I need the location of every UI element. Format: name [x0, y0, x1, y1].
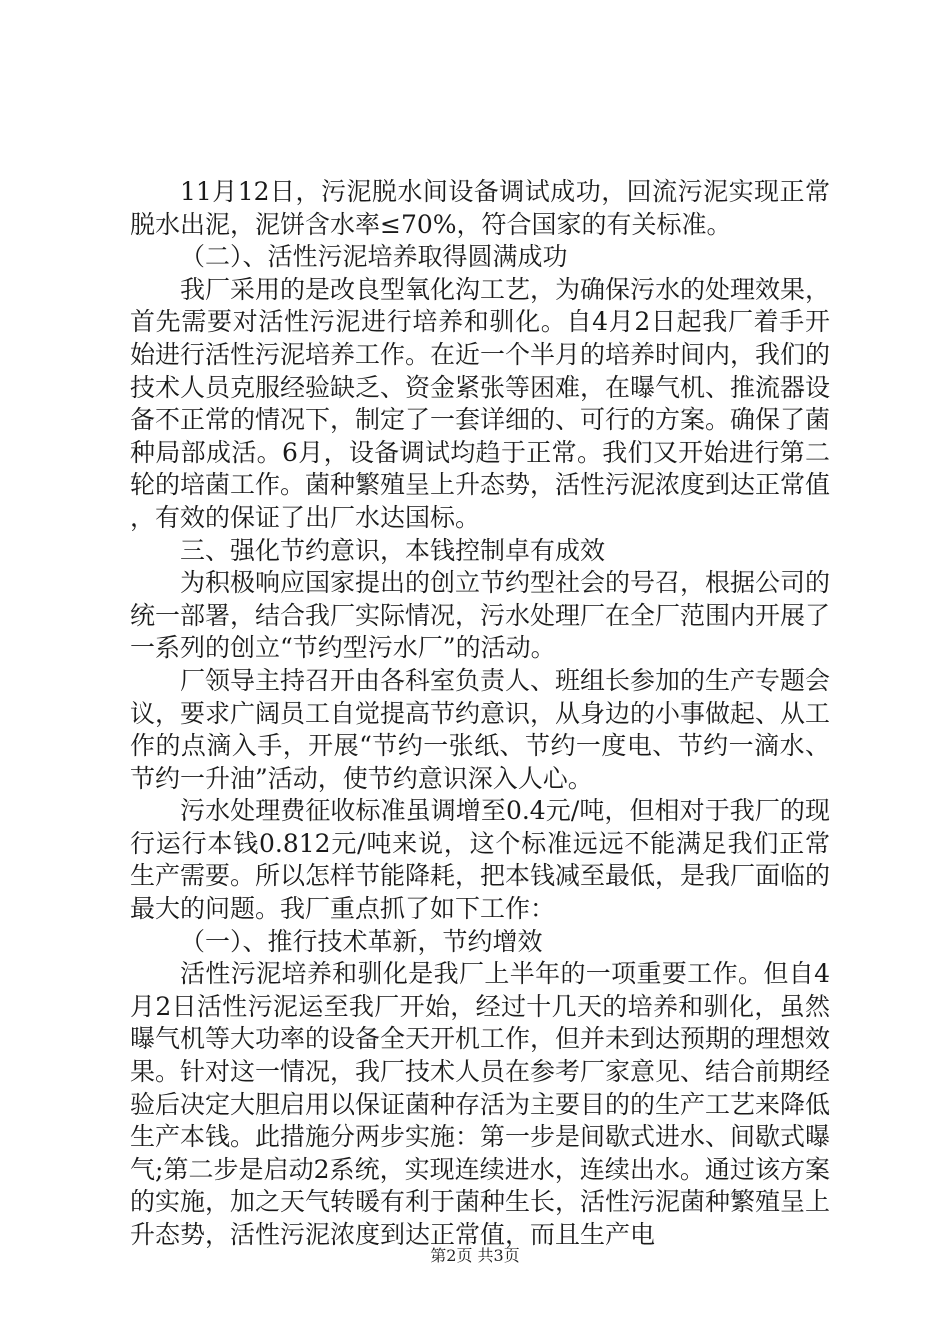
heading-technical-innovation: （一）、推行技术革新，节约增效	[180, 926, 543, 956]
heading-activated-sludge-success: （二）、活性污泥培养取得圆满成功	[180, 242, 568, 272]
document-body	[130, 176, 830, 1252]
page-number-footer: 第2页 共3页	[430, 1246, 520, 1265]
paragraph-treatment-fee: 污水处理费征收标准虽调增至0.4元/吨，但相对于我厂的现行运行本钱0.812元/吨来说，这个标准远远不能满足我们正常生产需要。所以怎样节能降耗，把本钱减至最低，是我厂面临的最大的问题。我厂重点抓了如下工作：	[130, 796, 831, 924]
paragraph-process-improvement: 活性污泥培养和驯化是我厂上半年的一项重要工作。但自4月2日活性污泥运至我厂开始，经过十几天的培养和驯化，虽然曝气机等大功率的设备全天开机工作，但并未到达预期的理想效果。针对这一情况，我厂技术人员在参考厂家意见、结合前期经验后决定大胆启用以保证菌种存活为主要目的的生产工艺来降低生产本钱。此措施分两步实施：第一步是间歇式进水、间歇式曝气;第二步是启动2系统，实现连续进水，连续出水。通过该方案的实施，加之天气转暖有利于菌种生长，活性污泥菌种繁殖呈上升态势，活性污泥浓度到达正常值，而且生产电	[130, 959, 831, 1249]
paragraph-sludge-dewatering: 11月12日，污泥脱水间设备调试成功，回流污泥实现正常脱水出泥，泥饼含水率≤70%，符合国家的有关标准。	[130, 177, 830, 239]
paragraph-sludge-cultivation: 我厂采用的是改良型氧化沟工艺，为确保污水的处理效果，首先需要对活性污泥进行培养和驯化。自4月2日起我厂着手开始进行活性污泥培养工作。在近一个半月的培养时间内，我们的技术人员克服经验缺乏、资金紧张等困难，在曝气机、推流器设备不正常的情况下，制定了一套详细的、可行的方案。确保了菌种局部成活。6月，设备调试均趋于正常。我们又开始进行第二轮的培菌工作。菌种繁殖呈上升态势，活性污泥浓度到达正常值，有效的保证了出厂水达国标。	[130, 274, 831, 532]
paragraph-production-meeting: 厂领导主持召开由各科室负责人、班组长参加的生产专题会议，要求广阔员工自觉提高节约意识，从身边的小事做起、从工作的点滴入手，开展“节约一张纸、节约一度电、节约一滴水、节约一升油”活动，使节约意识深入人心。	[130, 665, 831, 793]
paragraph-saving-campaign: 为积极响应国家提出的创立节约型社会的号召，根据公司的统一部署，结合我厂实际情况，污水处理厂在全厂范围内开展了一系列的创立“节约型污水厂”的活动。	[130, 568, 831, 663]
heading-cost-control: 三、强化节约意识，本钱控制卓有成效	[180, 535, 606, 565]
